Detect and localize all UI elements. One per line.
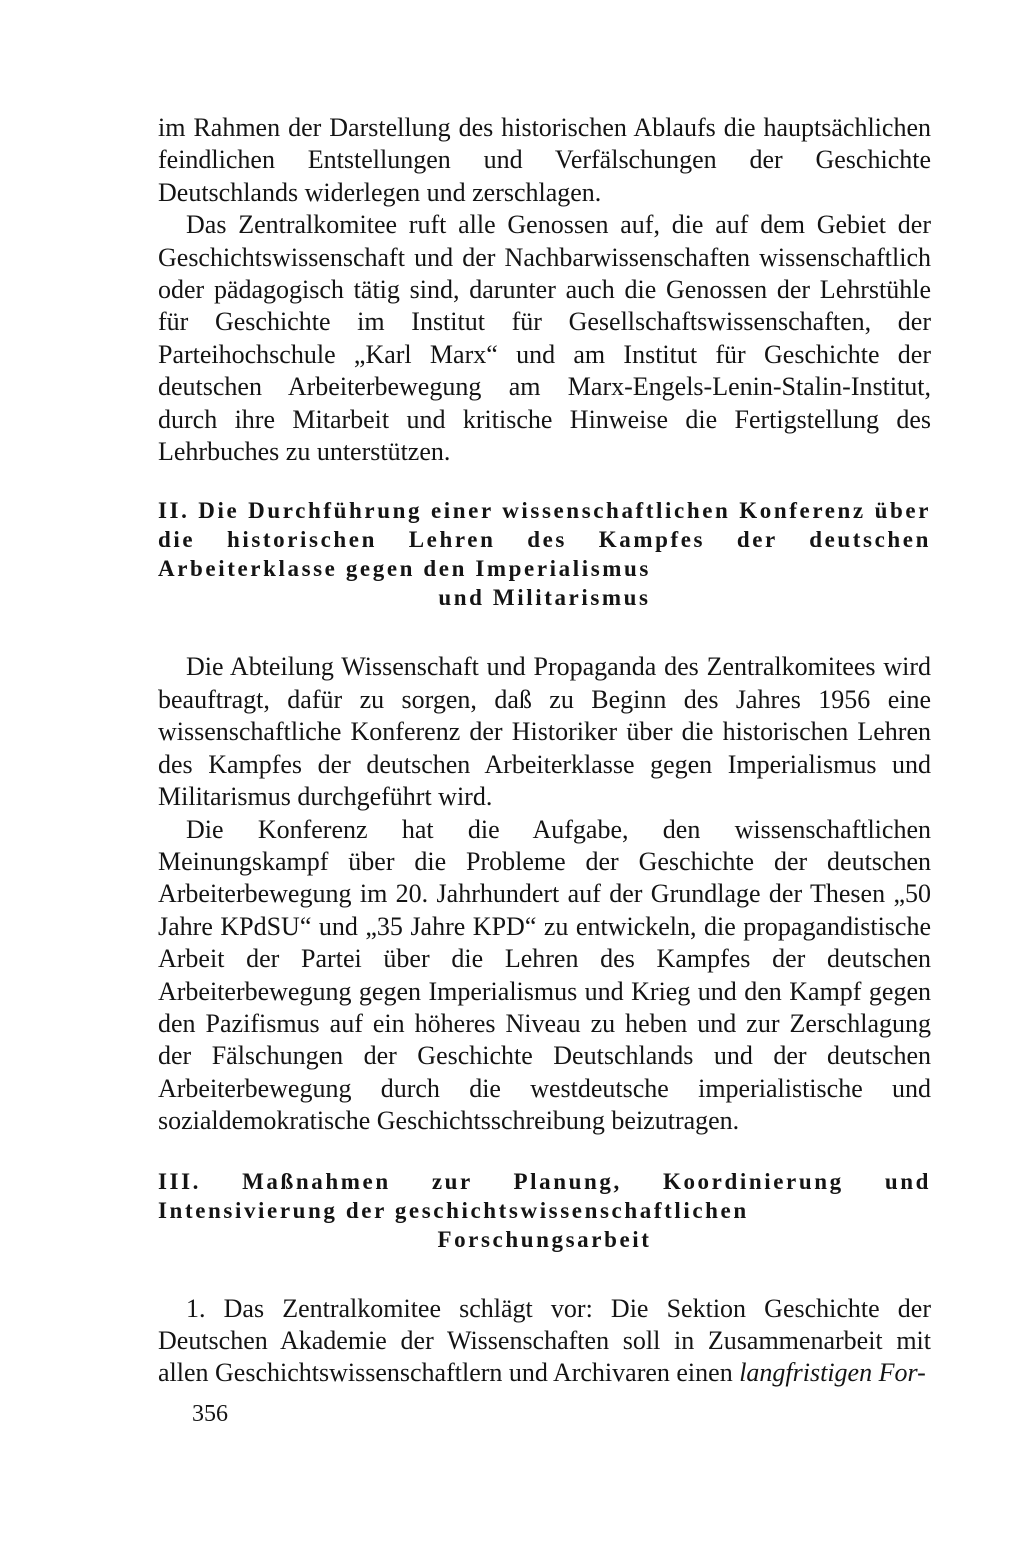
paragraph-5 [158,1293,931,1390]
paragraph-1: im Rahmen der Darstellung des historischen Ablaufs die hauptsächlichen feindlichen Entstellungen und Verfälschungen der Geschichte Deutschlands widerlegen und zerschlagen. [158,113,931,207]
page-body [158,112,931,1390]
paragraph-5-text: 1. Das Zentralkomitee schlägt vor: Die Sektion Geschichte der Deutschen Akademie der Wissenschaften soll in Zusammenarbeit mit allen Geschichtswissenschaftlern und Archivaren einen [158,1293,931,1388]
section-heading-ii-last: und Militarismus [438,585,651,611]
section-heading-iii-main: III. Maßnahmen zur Planung, Koordinierung und Intensivierung der geschichtswissenschaftlichen [158,1168,931,1223]
section-heading-iii-last: Forschungsarbeit [437,1226,652,1252]
section-heading-ii [158,496,931,612]
page-number: 356 [192,1401,228,1427]
section-heading-ii-main: II. Die Durchführung einer wissenschaftlichen Konferenz über die historischen Lehren des Kampfes der deutschen Arbeiterklasse gegen den Imperialismus [158,498,931,582]
paragraph-3: Die Abteilung Wissenschaft und Propaganda des Zentralkomitees wird beauftragt, dafür zu sorgen, daß zu Beginn des Jahres 1956 eine wissenschaftliche Konferenz der Historiker über die historischen Lehren des Kampfes der deutschen Arbeiterklasse gegen Imperialismus und Militarismus durchgeführt wird. [158,652,931,812]
paragraph-2: Das Zentralkomitee ruft alle Genossen auf, die auf dem Gebiet der Geschichtswissenschaft und der Nachbarwissenschaften wissenschaftlich oder pädagogisch tätig sind, darunter auch die Genossen der Lehrstühle für Geschichte im Institut für Gesellschaftswissenschaften, der Parteihochschule „Karl Marx“ und am Institut für Geschichte der deutschen Arbeiterbewegung am Marx-Engels-Lenin-Stalin-Institut, durch ihre Mitarbeit und kritische Hinweise die Fertigstellung des Lehrbuches zu unterstützen. [158,210,931,467]
section-heading-iii [158,1167,931,1254]
paragraph-4: Die Konferenz hat die Aufgabe, den wissenschaftlichen Meinungskampf über die Probleme der Geschichte der deutschen Arbeiterbewegung im 20. Jahrhundert auf der Grundlage der Thesen „50 Jahre KPdSU“ und „35 Jahre KPD“ zu entwickeln, die propagandistische Arbeit der Partei über die Lehren des Kampfes der deutschen Arbeiterbewegung gegen Imperialismus und Krieg und den Kampf gegen den Pazifismus auf ein höheres Niveau zu heben und zur Zerschlagung der Fälschungen der Geschichte Deutschlands und der deutschen Arbeiterbewegung durch die westdeutsche imperialistische und sozialdemokratische Geschichtsschreibung beizutragen. [158,814,931,1136]
paragraph-5-italic: langfristigen For- [739,1358,926,1388]
